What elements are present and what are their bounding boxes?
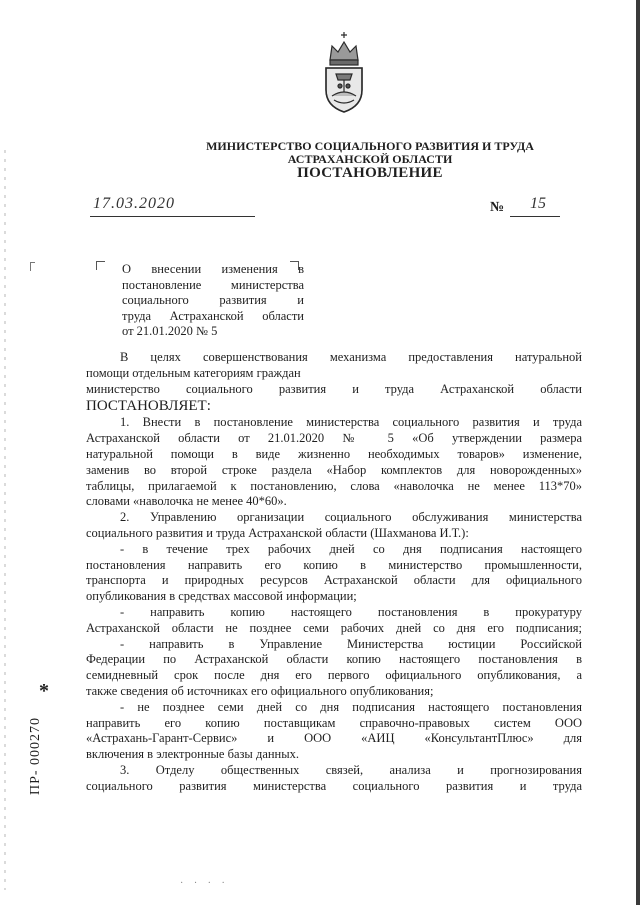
- body-line: Астраханской области не позднее семи рабочих дней со дня его подписания;: [86, 620, 582, 635]
- body-line: постановления направить его копию в министерство промышленности,: [86, 557, 582, 572]
- body-line: 3. Отделу общественных связей, анализа и прогнозирования: [120, 762, 582, 777]
- subject-line: постановление министерства: [122, 277, 304, 292]
- body-line: включения в электронные базы данных.: [86, 747, 300, 762]
- number-handwritten: 15: [530, 195, 546, 212]
- body-line: семидневный срок после дня его первого официального опубликования, а: [86, 668, 582, 683]
- document-body: [86, 350, 582, 795]
- body-line: таблицы, прилагаемой к постановлению, слова «наволочка не менее 113*70»: [86, 478, 582, 493]
- body-line: натуральной помощи в виде жизненно необходимых товаров» изменение,: [86, 446, 582, 461]
- body-line: транспорта и природных ресурсов Астраханской области для официального: [86, 573, 582, 588]
- body-line: словами «наволочка не менее 40*60».: [86, 494, 287, 509]
- subject-line: труда Астраханской области: [122, 308, 304, 323]
- subject-block: [122, 262, 304, 340]
- body-line: заменив во второй строке раздела «Набор комплектов для новорожденных»: [86, 462, 582, 477]
- body-line: - направить в Управление Министерства юстиции Российской: [120, 636, 582, 651]
- ministry-name-line-2: АСТРАХАНСКОЙ ОБЛАСТИ: [287, 152, 453, 166]
- body-line: министерство социального развития и труда Астраханской области: [86, 381, 582, 396]
- body-line: 1. Внести в постановление министерства социального развития и труда: [120, 415, 582, 430]
- coat-of-arms-emblem: [320, 30, 368, 114]
- body-line: социального развития министерства социального развития и труда: [86, 778, 582, 793]
- body-line: опубликования в средствах массовой информации;: [86, 589, 357, 604]
- scan-edge-left: [4, 150, 6, 890]
- subject-line: от 21.01.2020 № 5: [122, 324, 218, 338]
- subject-line: О внесении изменения в: [122, 262, 304, 276]
- margin-registration-code: ПР- 000270: [28, 716, 43, 795]
- body-line: «Астрахань-Гарант-Сервис» и ООО «АИЦ «КонсультантПлюс» для: [86, 731, 582, 746]
- number-field: [510, 195, 560, 217]
- body-line: 2. Управлению организации социального обслуживания министерства: [120, 510, 582, 525]
- body-line: - направить копию настоящего постановления в прокуратуру: [120, 604, 582, 619]
- body-line: Федерации по Астраханской области копию настоящего постановления в: [86, 652, 582, 667]
- body-line: социального развития и труда Астраханской области (Шахманова И.Т.):: [86, 525, 469, 540]
- document-type-title: ПОСТАНОВЛЕНИЕ: [297, 165, 443, 181]
- scan-tick-mark: [30, 262, 35, 271]
- body-line: также сведения об источниках его официального опубликования;: [86, 683, 434, 698]
- body-line: направить его копию поставщикам справочно-правовых систем ООО: [86, 715, 582, 730]
- date-handwritten: 17.03.2020: [93, 195, 175, 212]
- body-line-resolves: ПОСТАНОВЛЯЕТ:: [86, 398, 211, 415]
- subject-corner-left: [96, 261, 105, 270]
- body-line: - в течение трех рабочих дней со дня подписания настоящего: [120, 541, 582, 556]
- scan-noise-dots: · · · ·: [180, 878, 229, 889]
- body-line: В целях совершенствования механизма предоставления натуральной: [120, 350, 582, 364]
- ministry-name-line-1: МИНИСТЕРСТВО СОЦИАЛЬНОГО РАЗВИТИЯ И ТРУДА: [206, 139, 534, 153]
- number-label: №: [490, 200, 505, 215]
- date-field: [90, 195, 255, 217]
- subject-line: социального развития и: [122, 293, 304, 307]
- margin-asterisk: *: [39, 680, 49, 702]
- body-line: - не позднее семи дней со дня подписания настоящего постановления: [120, 699, 582, 714]
- scan-edge-right: [636, 0, 640, 905]
- body-line: помощи отдельным категориям граждан: [86, 365, 301, 380]
- body-line: Астраханской области от 21.01.2020 № 5 «Об утверждении размера: [86, 431, 582, 446]
